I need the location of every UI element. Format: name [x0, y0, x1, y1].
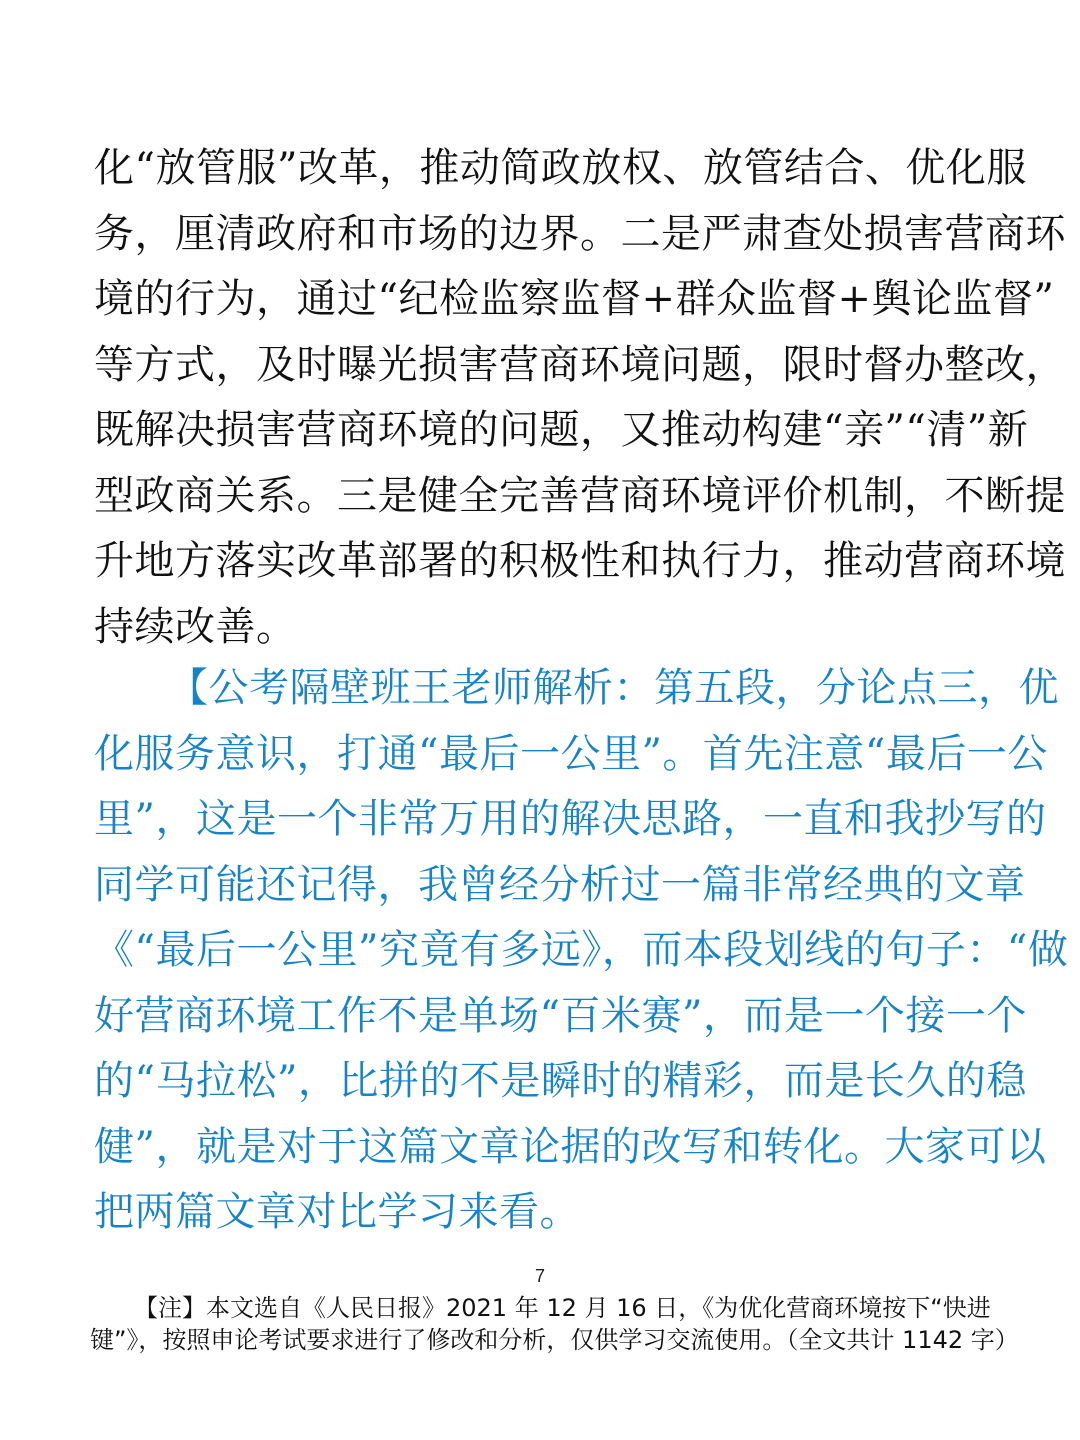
body-line: 既解决损害营商环境的问题，又推动构建“亲”“清”新 [94, 407, 1029, 453]
analysis-paragraph [94, 656, 1069, 1246]
body-line: 化“放管服”改革，推动简政放权、放管结合、优化服 [94, 145, 1027, 191]
analysis-line: 同学可能还记得，我曾经分析过一篇非常经典的文章 [94, 861, 1026, 908]
analysis-line: 里”，这是一个非常万用的解决思路，一直和我抄写的 [94, 796, 1047, 842]
analysis-line: 好营商环境工作不是单场“百米赛”，而是一个接一个 [94, 992, 1027, 1039]
body-line: 等方式，及时曝光损害营商环境问题，限时督办整改， [94, 341, 1066, 388]
body-line: 持续改善。 [94, 603, 297, 650]
body-line: 务，厘清政府和市场的边界。二是严肃查处损害营商环 [94, 210, 1066, 257]
analysis-line: 【公考隔壁班王老师解析：第五段，分论点三，优 [168, 665, 1059, 711]
analysis-line: 的“马拉松”，比拼的不是瞬时的精彩，而是长久的稳 [94, 1058, 1027, 1104]
analysis-line: 把两篇文章对比学习来看。 [94, 1189, 580, 1235]
page-number: 7 [534, 1266, 545, 1286]
analysis-line: 健”，就是对于这篇文章论据的改写和转化。大家可以 [94, 1123, 1047, 1170]
footnote [90, 1292, 1019, 1356]
footnote-line: 键”》，按照申论考试要求进行了修改和分析，仅供学习交流使用。（全文共计 1142 字） [90, 1326, 1019, 1354]
analysis-line: 化服务意识，打通“最后一公里”。首先注意“最后一公 [94, 730, 1048, 777]
footnote-line: 【注】本文选自《人民日报》2021 年 12 月 16 日，《为优化营商环境按下“快进 [134, 1294, 991, 1322]
body-line: 型政商关系。三是健全完善营商环境评价机制，不断提 [94, 472, 1066, 519]
analysis-line: 《“最后一公里”究竟有多远》，而本段划线的句子：“做 [94, 927, 1069, 973]
body-line: 升地方落实改革部署的积极性和执行力，推动营商环境 [94, 538, 1066, 584]
body-line: 境的行为，通过“纪检监察监督+群众监督+舆论监督” [94, 276, 1055, 322]
body-paragraph [94, 136, 1066, 660]
